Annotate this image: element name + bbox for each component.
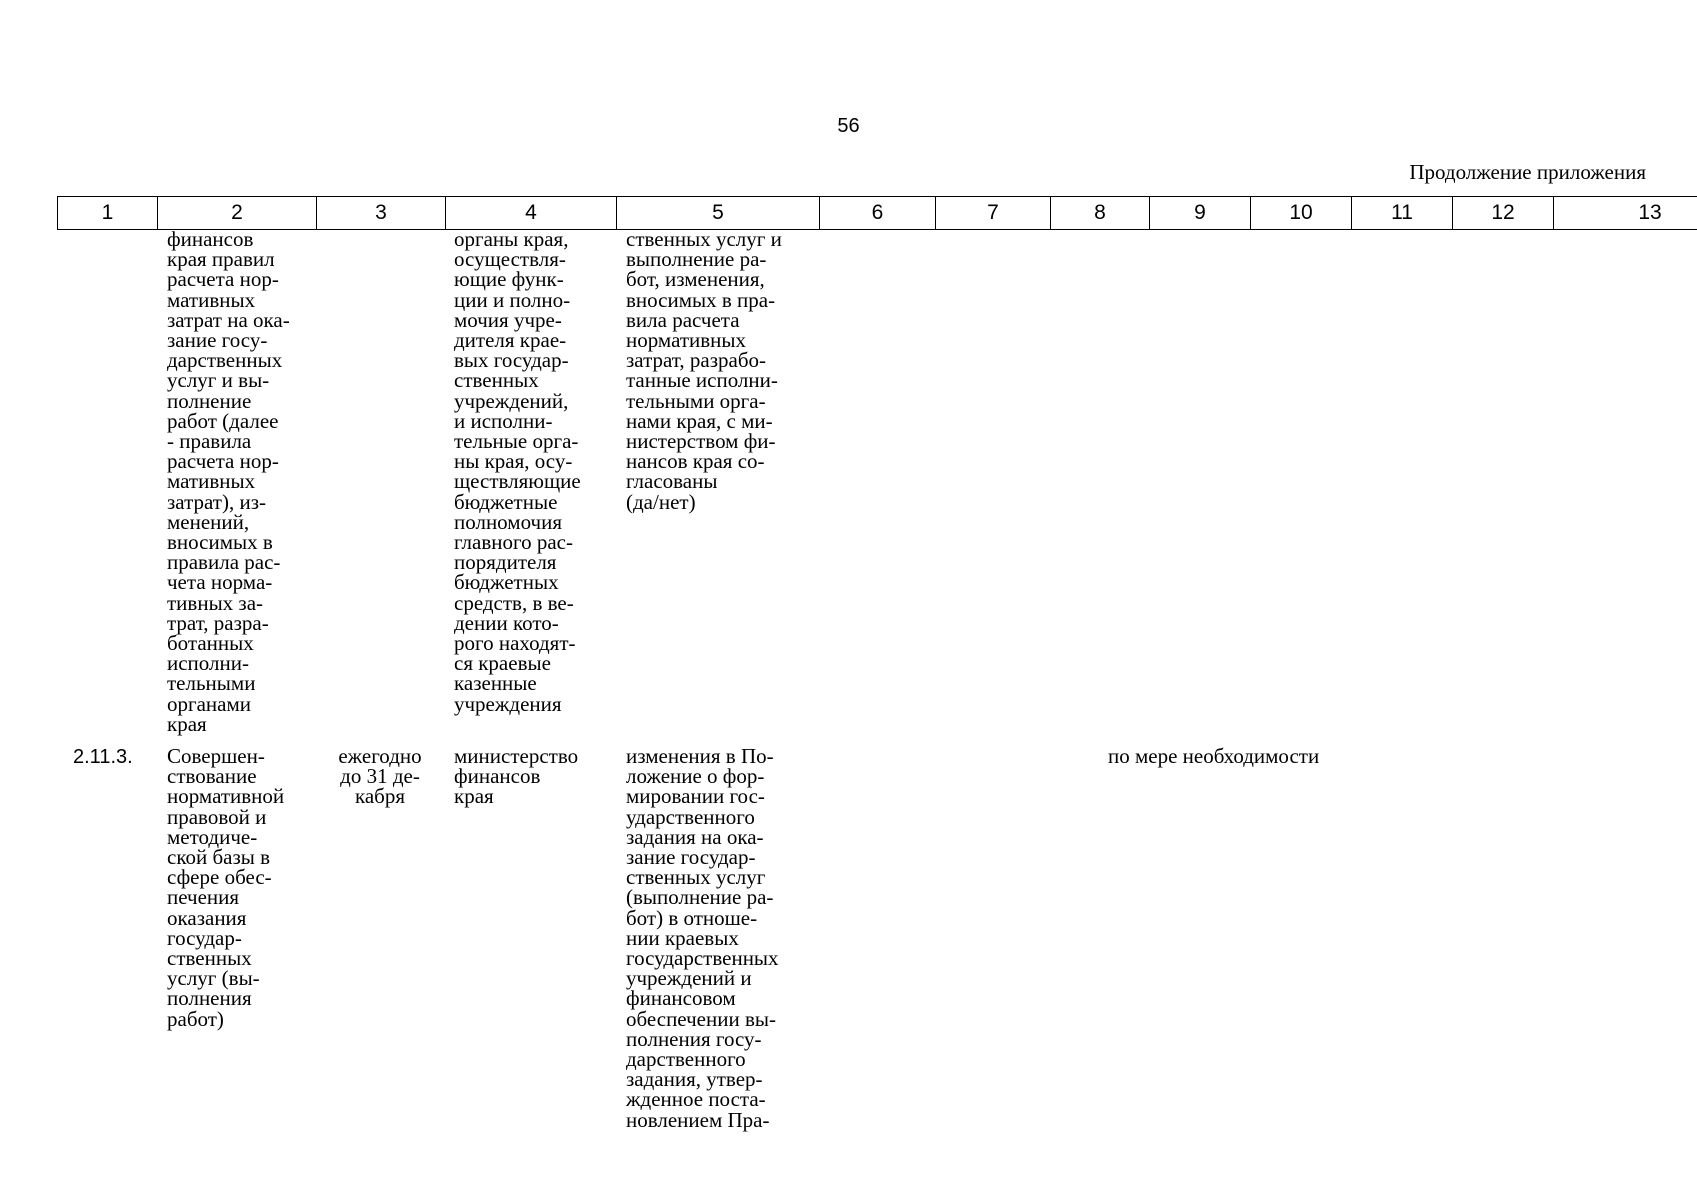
page-number: 56	[837, 115, 860, 137]
column-header-row	[58, 197, 1697, 230]
column-header: 5	[617, 197, 820, 230]
column-header: 10	[1251, 197, 1352, 230]
continuation-label: Продолжение приложения	[1409, 160, 1646, 184]
column-header: 9	[1150, 197, 1251, 230]
row1-col2-text: финансов края правил расчета нор- мативных затрат на ока- зание госу- дарственных услуг и вы- полнение работ (далее - правила расчета нор- мативных затрат), из- менений, вносимых в правила рас- чета норма- тивных за- трат, разра- ботанных исполни- тельными органами края	[167, 227, 290, 736]
row2-col3-text: ежегодно до 31 де- кабря	[338, 744, 422, 809]
row1-col5-text: ственных услуг и выполнение ра- бот, изменения, вносимых в пра- вила расчета нормативных затрат, разрабо- танные исполни- тельными орга- нами края, с ми- нистерством фи- нансов края со- гласованы (да/нет)	[626, 227, 782, 514]
column-header: 11	[1352, 197, 1453, 230]
column-header: 7	[936, 197, 1051, 230]
column-header: 6	[820, 197, 936, 230]
column-header: 13	[1554, 197, 1697, 230]
row2-col4-text: министерство финансов края	[454, 744, 579, 809]
row2-span-text: по мере необходимости	[1108, 744, 1320, 768]
row2-col2-text: Совершен- ствование нормативной правовой и методиче- ской базы в сфере обес- печения оказания государ- ственных услуг (вы- полнения работ)	[167, 744, 285, 1031]
row2-number: 2.11.3.	[73, 746, 133, 768]
row2-col5-text: изменения в По- ложение о фор- мировании гос- ударственного задания на ока- зание государ- ственных услуг (выполнение ра- бот) в отноше- нии краевых государственных учреждений и финансовом обеспечении вы- полнения госу- дарственного задания, утвер- жденное поста- новлением Пра-	[626, 744, 779, 1132]
column-header: 2	[158, 197, 317, 230]
row1-col4-text: органы края, осуществля- ющие функ- ции и полно- мочия учре- дителя крае- вых государ- ственных учреждений, и исполни- тельные орга- ны края, осу- ществляющие бюджетные полномочия главного рас- порядителя бюджетных средств, в ве- дении кото- рого находят- ся краевые казенные учреждения	[454, 227, 581, 716]
column-header: 3	[317, 197, 446, 230]
column-header: 8	[1051, 197, 1150, 230]
column-header-table	[57, 196, 1697, 230]
column-header: 4	[446, 197, 617, 230]
column-header: 1	[58, 197, 158, 230]
column-header: 12	[1453, 197, 1554, 230]
